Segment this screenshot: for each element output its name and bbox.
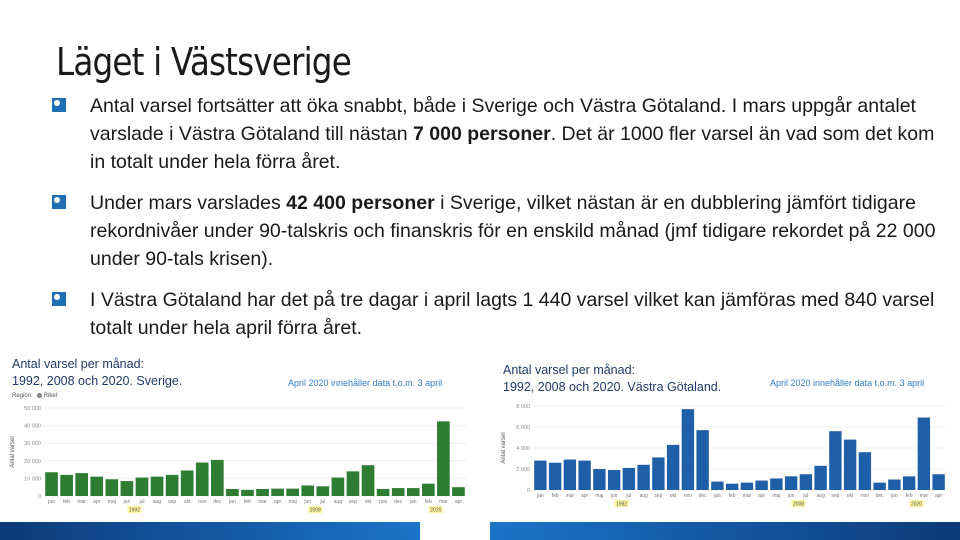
x-tick-label: jun — [610, 493, 618, 499]
bullet-marker-icon — [52, 98, 66, 112]
x-tick-label: jun — [787, 493, 795, 499]
x-tick-label: feb — [424, 499, 432, 505]
bar — [652, 457, 664, 490]
bar — [578, 461, 590, 490]
bar — [196, 463, 209, 496]
x-tick-label: mar — [919, 493, 929, 499]
x-tick-label: mar — [258, 499, 267, 505]
bullet-text-part: Antal varsel fortsätter att öka snabbt, både i Sverige och Västra Götaland. I mars uppgår antalet varslade i Västra Götaland till nästan — [90, 95, 916, 145]
bar — [859, 452, 871, 490]
bullet-text-part: Under mars varslades — [90, 192, 287, 214]
bar — [166, 475, 179, 496]
y-axis-label: Antal varsel — [501, 432, 507, 464]
x-tick-label: jan — [537, 493, 544, 499]
bullet-text-bold: 42 400 personer — [286, 192, 435, 214]
chart-note-vg: April 2020 innehåller data t.o.m. 3 april — [770, 378, 925, 388]
y-tick-label: 0 — [526, 488, 530, 494]
bar — [844, 440, 856, 490]
bar — [60, 475, 73, 496]
x-tick-label: apr — [273, 499, 282, 505]
x-tick-label: feb — [243, 499, 251, 505]
x-tick-label: nov — [379, 499, 388, 505]
bar — [932, 474, 944, 490]
bar — [814, 466, 826, 490]
x-tick-label: aug — [639, 493, 648, 499]
bar — [437, 421, 450, 496]
x-tick-label: sep — [168, 499, 177, 505]
x-tick-label: aug — [816, 493, 825, 499]
year-group-label: 1992 — [615, 501, 628, 508]
y-tick-label: 0 — [37, 494, 41, 500]
x-tick-label: jan — [229, 499, 236, 505]
bar — [696, 430, 708, 490]
bullet-marker-icon — [52, 292, 66, 306]
bar — [873, 483, 885, 490]
bar — [362, 465, 375, 496]
bar — [755, 481, 767, 490]
bar — [105, 479, 118, 496]
bar — [392, 488, 405, 496]
bullet-text — [90, 92, 942, 176]
bullet-item — [52, 286, 942, 342]
bar — [211, 460, 224, 496]
bar — [800, 474, 812, 490]
bar — [241, 490, 254, 496]
bullet-text-part: I Västra Götaland har det på tre dagar i april lagts 1 440 varsel vilket kan jämföras med 840 varsel totalt under hela april förra året. — [90, 289, 935, 339]
caption-line: Antal varsel per månad: — [503, 363, 636, 377]
x-tick-label: dec — [698, 493, 707, 499]
y-tick-label: 2 000 — [516, 467, 530, 473]
bar — [534, 461, 546, 490]
x-tick-label: nov — [860, 493, 869, 499]
bullet-text-part: . Det är 1000 fler varsel än vad som det kom in totalt under hela förra året. — [90, 123, 935, 173]
y-tick-label: 6 000 — [516, 425, 530, 431]
bar — [256, 489, 269, 496]
x-tick-label: okt — [183, 499, 191, 505]
x-tick-label: aug — [152, 499, 162, 505]
bar — [452, 487, 465, 496]
x-tick-label: maj — [288, 499, 297, 505]
bullet-marker-icon — [52, 195, 66, 209]
bar — [829, 431, 841, 490]
bar — [271, 489, 284, 496]
bar — [45, 472, 58, 496]
bar — [785, 476, 797, 490]
caption-line: 1992, 2008 och 2020. Sverige. — [12, 374, 183, 388]
x-tick-label: sep — [348, 499, 357, 505]
y-axis-label: Antal varsel — [10, 436, 16, 468]
bar — [347, 471, 360, 496]
bar — [711, 482, 723, 490]
x-tick-label: jul — [139, 499, 145, 505]
bar — [286, 489, 299, 496]
bar — [726, 484, 738, 490]
bullet-item — [52, 92, 942, 176]
bar — [181, 470, 194, 496]
y-tick-label: 10 000 — [24, 476, 41, 483]
x-tick-label: feb — [728, 493, 736, 499]
year-group-label: 2020 — [430, 507, 442, 514]
x-tick-label: apr — [935, 493, 943, 499]
y-tick-label: 20 000 — [24, 458, 41, 465]
footer-bar-segment — [0, 522, 420, 540]
x-tick-label: jul — [803, 493, 809, 499]
bar — [682, 409, 694, 490]
bar — [407, 488, 420, 496]
bar — [608, 470, 620, 490]
x-tick-label: okt — [364, 499, 372, 505]
legend-label: Region: — [12, 393, 33, 400]
x-tick-label: mar — [742, 493, 752, 499]
bullet-text-part: i Sverige, vilket nästan är en dubblering jämfört tidigare rekordnivåer under 90-talskris och finanskris för en enskild månad (jmf tidigare rekordet på 22 000 under 90-tals krisen). — [90, 192, 936, 270]
bar — [332, 478, 345, 496]
bar-chart-vg — [495, 398, 950, 520]
legend-item: Riket — [43, 393, 58, 400]
chart-caption-sweden — [12, 356, 182, 390]
bar-chart-sweden — [0, 398, 470, 520]
bar — [564, 460, 576, 490]
x-tick-label: feb — [63, 499, 71, 505]
bar — [422, 484, 435, 496]
x-tick-label: okt — [669, 493, 677, 499]
footer-bar-segment — [490, 522, 960, 540]
bullet-text — [90, 286, 942, 342]
bar — [226, 489, 239, 496]
x-tick-label: feb — [551, 493, 559, 499]
x-tick-label: mar — [439, 499, 448, 505]
y-tick-label: 50 000 — [24, 406, 41, 412]
x-tick-label: okt — [846, 493, 854, 499]
bar — [741, 483, 753, 490]
bar — [623, 468, 635, 490]
x-tick-label: apr — [581, 493, 589, 499]
caption-line: 1992, 2008 och 2020. Västra Götaland. — [503, 380, 722, 394]
x-tick-label: jul — [320, 499, 326, 505]
slide-title: Läget i Västsverige — [56, 40, 351, 84]
x-tick-label: maj — [595, 493, 604, 499]
x-tick-label: dec — [875, 493, 884, 499]
x-tick-label: sep — [654, 493, 663, 499]
x-tick-label: dec — [213, 499, 222, 505]
bullet-text — [90, 189, 942, 273]
x-tick-label: maj — [107, 499, 116, 505]
x-tick-label: nov — [683, 493, 692, 499]
y-tick-label: 8 000 — [516, 404, 530, 410]
chart-caption-vg — [503, 362, 721, 396]
bar — [593, 469, 605, 490]
x-tick-label: apr — [93, 499, 101, 505]
bar — [121, 481, 134, 496]
x-tick-label: apr — [454, 499, 463, 505]
year-group-label: 1992 — [128, 507, 140, 514]
x-tick-label: dec — [394, 499, 403, 505]
bar — [90, 477, 103, 496]
y-tick-label: 40 000 — [24, 423, 41, 430]
x-tick-label: mar — [565, 493, 575, 499]
bar — [75, 473, 88, 496]
bar — [637, 465, 649, 490]
caption-line: Antal varsel per månad: — [12, 357, 145, 371]
bar — [136, 478, 149, 496]
bullet-list — [52, 92, 942, 355]
x-tick-label: feb — [905, 493, 913, 499]
x-tick-label: nov — [198, 499, 207, 505]
x-tick-label: jan — [891, 493, 898, 499]
x-tick-label: jan — [409, 499, 417, 505]
y-tick-label: 30 000 — [24, 441, 41, 448]
x-tick-label: jun — [304, 499, 312, 505]
x-tick-label: apr — [758, 493, 766, 499]
x-tick-label: mar — [77, 499, 86, 505]
bar — [903, 476, 915, 490]
bullet-text-bold: 7 000 personer — [413, 123, 551, 145]
y-tick-label: 4 000 — [516, 446, 530, 452]
x-tick-label: aug — [333, 499, 343, 505]
bar — [770, 478, 782, 490]
year-group-label: 2020 — [910, 501, 923, 508]
year-group-label: 2008 — [792, 501, 805, 508]
bar — [301, 485, 314, 496]
bar — [377, 489, 390, 496]
x-tick-label: jun — [123, 499, 131, 505]
bar — [667, 445, 679, 490]
bar — [549, 463, 561, 490]
footer-bar — [0, 522, 960, 540]
x-tick-label: jan — [48, 499, 55, 505]
x-tick-label: jan — [714, 493, 721, 499]
bar — [316, 486, 329, 496]
bullet-item — [52, 189, 942, 273]
x-tick-label: jul — [626, 493, 632, 499]
bar — [888, 480, 900, 491]
year-group-label: 2008 — [309, 507, 321, 514]
x-tick-label: sep — [831, 493, 840, 499]
x-tick-label: maj — [772, 493, 781, 499]
bar — [151, 477, 164, 496]
bar — [918, 418, 930, 490]
chart-note-sweden: April 2020 innehåller data t.o.m. 3 april — [288, 378, 443, 388]
